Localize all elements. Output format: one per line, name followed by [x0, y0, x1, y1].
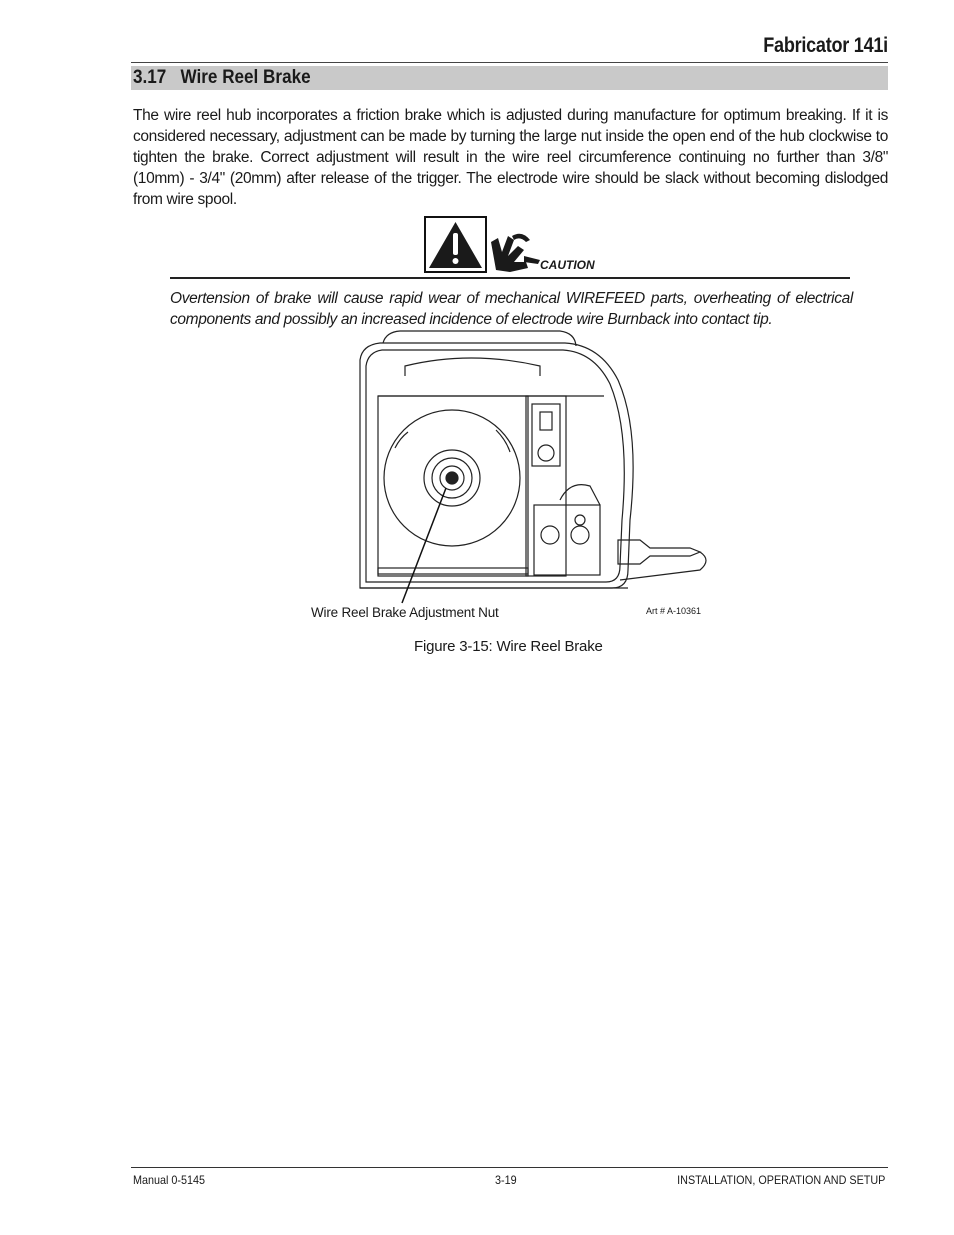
- hand-hazard-icon: [488, 232, 544, 274]
- footer-page-number: 3-19: [495, 1173, 517, 1187]
- caution-label: CAUTION: [540, 258, 595, 272]
- footer-section-name: INSTALLATION, OPERATION AND SETUP: [676, 1173, 885, 1187]
- document-title: Fabricator 141i: [763, 34, 888, 57]
- section-heading: 3.17 Wire Reel Brake: [133, 67, 311, 88]
- title-divider: [131, 62, 888, 63]
- footer-divider: [131, 1167, 888, 1168]
- figure-caption: Figure 3-15: Wire Reel Brake: [414, 638, 603, 655]
- wire-reel-brake-figure: [300, 330, 730, 630]
- footer-manual-number: Manual 0-5145: [133, 1173, 206, 1187]
- warning-triangle-icon: [424, 216, 487, 273]
- section-body-paragraph: The wire reel hub incorporates a friction brake which is adjusted during manufacture for optimum breaking. If it is considered necessary, adjustment can be made by turning the large nut inside the open end of the hub clockwise to tighten the brake. Correct adjustment will result in the wire reel circumference continuing no further than 3/8" (10mm) - 3/4" (20mm) after release of the trigger. The electrode wire should be slack without becoming dislodged from wire spool.: [133, 107, 888, 208]
- caution-text: Overtension of brake will cause rapid wear of mechanical WIREFEED parts, overheating of electrical components and possibly an increased incidence of electrode wire Burnback into contact tip.: [170, 290, 853, 328]
- callout-brake-adjustment-nut: Wire Reel Brake Adjustment Nut: [311, 605, 499, 620]
- art-number: Art # A-10361: [646, 606, 702, 616]
- section-heading-bar: [131, 66, 888, 90]
- caution-divider: [170, 277, 850, 279]
